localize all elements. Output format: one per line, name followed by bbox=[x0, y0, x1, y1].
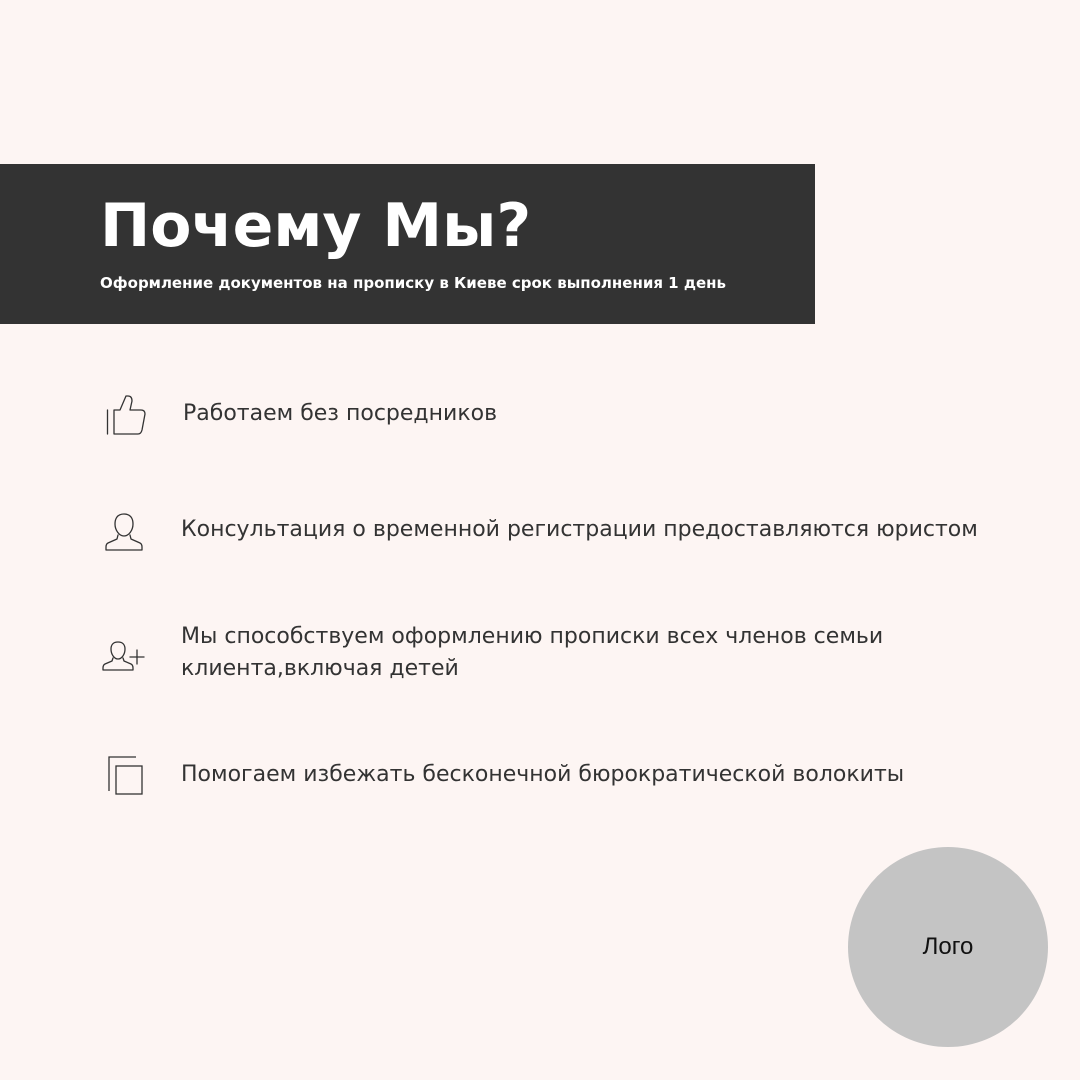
page-title: Почему Мы? bbox=[100, 191, 532, 261]
user-add-icon bbox=[100, 630, 148, 678]
feature-text: клиента,включая детей bbox=[181, 656, 459, 681]
header-banner bbox=[0, 164, 815, 324]
thumbs-up-icon bbox=[100, 390, 148, 438]
feature-text: Работаем без посредников bbox=[183, 401, 498, 426]
logo-label: Лого bbox=[922, 933, 974, 960]
feature-item-lawyer-consultation bbox=[100, 500, 1000, 580]
copy-icon bbox=[100, 751, 148, 799]
page-subtitle: Оформление документов на прописку в Киеве срок выполнения 1 день bbox=[100, 274, 726, 292]
feature-text: Консультация о временной регистрации предоставляются юристом bbox=[181, 517, 978, 542]
feature-text: Мы способствуем оформлению прописки всех членов семьи bbox=[181, 624, 884, 649]
feature-text: Помогаем избежать бесконечной бюрократической волокиты bbox=[181, 762, 905, 787]
logo-placeholder bbox=[848, 847, 1048, 1047]
user-icon bbox=[100, 508, 148, 556]
feature-item-avoid-bureaucracy bbox=[100, 745, 1000, 825]
feature-item-no-intermediaries bbox=[100, 384, 1000, 464]
feature-item-family-registration bbox=[100, 621, 1000, 701]
